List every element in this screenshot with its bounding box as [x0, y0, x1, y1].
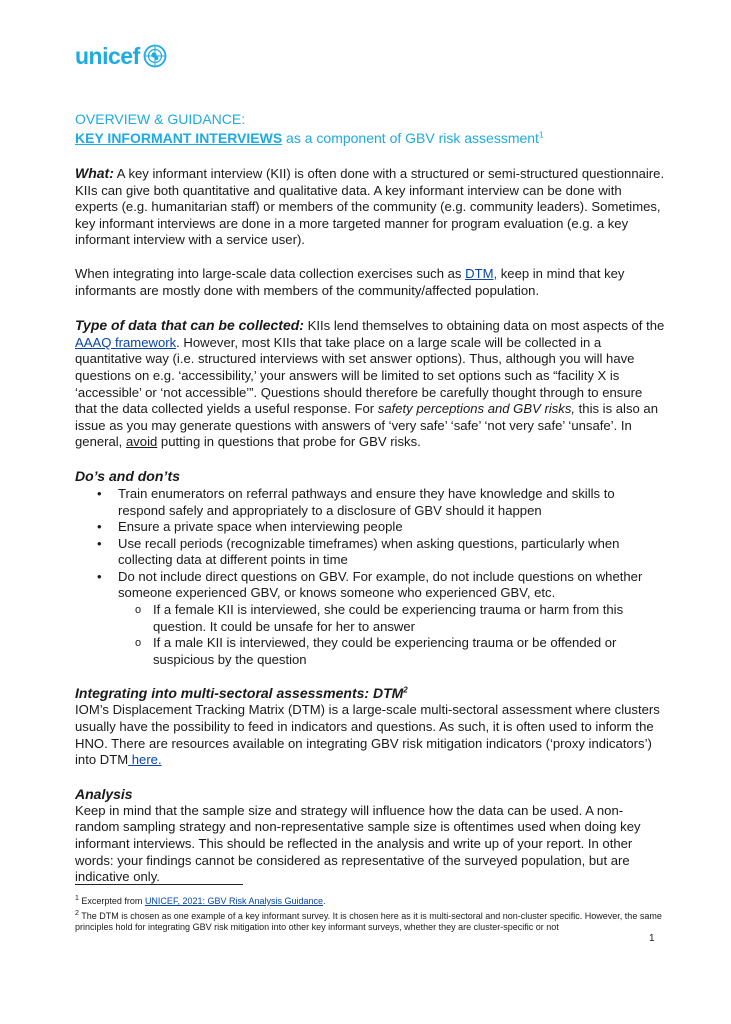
- dos-list: [75, 486, 665, 669]
- sub-list-item-text: If a male KII is interviewed, they could be experiencing trauma or be offended or suspicious by the question: [153, 635, 617, 667]
- bullet-icon: •: [97, 485, 102, 501]
- type-text-3: this is also an issue as you may generate questions with answers of ‘very safe’ ‘safe’ ‘not very safe’ ‘unsafe’. In general,: [75, 401, 658, 450]
- overview-subtitle: [75, 129, 665, 147]
- analysis-heading: Analysis: [75, 785, 133, 802]
- subtitle-rest: as a component of GBV risk assessment: [282, 130, 539, 146]
- footnote-2-number: 2: [75, 909, 79, 917]
- what-paragraph: [75, 165, 665, 249]
- unicef-logo-wordmark: unicef: [75, 43, 140, 69]
- kii-heading-link[interactable]: KEY INFORMANT INTERVIEWS: [75, 130, 283, 146]
- dtm-text-before: When integrating into large-scale data collection exercises such as: [75, 265, 466, 281]
- list-item: [75, 569, 665, 669]
- bullet-icon: •: [97, 535, 102, 551]
- gbv-guidance-link[interactable]: UNICEF, 2021: GBV Risk Analysis Guidance: [144, 896, 324, 906]
- aaaq-link[interactable]: AAAQ framework: [75, 334, 177, 350]
- analysis-paragraph: Keep in mind that the sample size and strategy will influence how the data can be used. A non-random sampling strategy and non-representative sample size is oftentimes used when doing key informant interviews. This should be reflected in the analysis and write up of your report. In other words: your findings cannot be considered as representative of the surveyed population, but are indicative only.: [75, 802, 641, 885]
- bullet-icon: •: [97, 519, 102, 535]
- list-item: [75, 519, 665, 536]
- sub-list-item: [75, 635, 665, 668]
- page-number: 1: [649, 933, 655, 944]
- footnote-2-text: The DTM is chosen as one example of a key informant survey. It is chosen here as it is multi-sectoral and non-cluster specific. However, the same principles hold for integrating GBV risk mitigation into other key informant surveys, whether they are cluster-specific or not: [75, 910, 662, 932]
- unicef-logo: [75, 44, 167, 68]
- sub-list: [118, 602, 665, 668]
- footnote-ref-2[interactable]: 2: [403, 685, 408, 695]
- what-lead: What:: [75, 165, 114, 181]
- overview-title: OVERVIEW & GUIDANCE:: [75, 111, 246, 127]
- list-item: [75, 486, 665, 519]
- footnote-1-end: .: [323, 896, 326, 906]
- type-text-1: KIIs lend themselves to obtaining data on most aspects of the: [303, 318, 665, 334]
- type-italic: safety perceptions and GBV risks,: [377, 401, 576, 417]
- type-text-4: putting in questions that probe for GBV risks.: [157, 434, 421, 450]
- bullet-icon: •: [97, 568, 102, 584]
- list-item-text: Do not include direct questions on GBV. For example, do not include questions on whether someone experienced GBV, or knows someone who experienced GBV, etc.: [118, 568, 643, 601]
- footnote-ref-1[interactable]: 1: [538, 130, 544, 140]
- footnote-2: [75, 908, 665, 934]
- what-text: A key informant interview (KII) is often done with a structured or semi-structured questionnaire. KIIs can give both quantitative and qualitative data. A key informant interview can be done with experts (e.g. humanitarian staff) or members of the community (e.g. community leaders). Sometimes, key informant interviews are done in a more targeted manner for program evaluation (e.g. a key informant interview with a service user).: [75, 166, 665, 248]
- here-link[interactable]: here.: [128, 752, 162, 768]
- sub-list-item-text: If a female KII is interviewed, she could be experiencing trauma or harm from this question. It could be unsafe for her to answer: [153, 602, 624, 634]
- footnote-1-text: Excerpted from: [78, 896, 145, 906]
- circle-bullet-icon: o: [135, 637, 142, 650]
- dtm-paragraph: [75, 266, 665, 299]
- dos-heading: Do’s and don’ts: [75, 467, 180, 484]
- type-text-2: . However, most KIIs that take place on a large scale will be collected in a quantitative way (i.e. structured interviews with set answer options). Thus, although you will have questions on e.g. ‘accessibility,’ your answers will be limited to set options such as “facility X is ‘accessible’ or ‘not accessible’”. Questions should therefore be carefully thought through to ensure that the data collected yields a useful response. For: [75, 334, 643, 417]
- avoid-underlined: avoid: [125, 434, 158, 450]
- sub-list-item: [75, 602, 665, 635]
- footnote-1-number: 1: [75, 895, 79, 902]
- list-item-text: Train enumerators on referral pathways and ensure they have knowledge and skills to respond safely and appropriately to a disclosure of GBV should it happen: [118, 485, 615, 518]
- footnotes: [75, 893, 665, 934]
- integrating-heading: [75, 685, 665, 702]
- type-paragraph: [75, 317, 665, 451]
- footnote-divider: [75, 884, 243, 885]
- dtm-text-after: keep in mind that key informants are mostly done with members of the community/affected population.: [75, 265, 625, 298]
- list-item-text: Use recall periods (recognizable timeframes) when asking questions, particularly when collecting data at different points in time: [118, 535, 620, 568]
- dtm-link[interactable]: DTM,: [465, 265, 498, 281]
- main-content: [75, 110, 665, 886]
- integrating-paragraph: [75, 702, 665, 768]
- type-lead: Type of data that can be collected:: [75, 317, 304, 334]
- unicef-emblem-icon: [143, 44, 167, 68]
- integrating-text: IOM’s Displacement Tracking Matrix (DTM) is a large-scale multi-sectoral assessment where clusters usually have the possibility to feed in indicators and questions. As such, it is often used to inform the HNO. There are resources available on integrating GBV risk mitigation indicators (‘proxy indicators’) into DTM: [75, 702, 660, 768]
- list-item: [75, 536, 665, 569]
- footnote-1: [75, 893, 665, 908]
- integrating-heading-text: Integrating into multi-sectoral assessments: DTM: [75, 685, 404, 702]
- list-item-text: Ensure a private space when interviewing people: [118, 519, 403, 535]
- circle-bullet-icon: o: [135, 604, 142, 617]
